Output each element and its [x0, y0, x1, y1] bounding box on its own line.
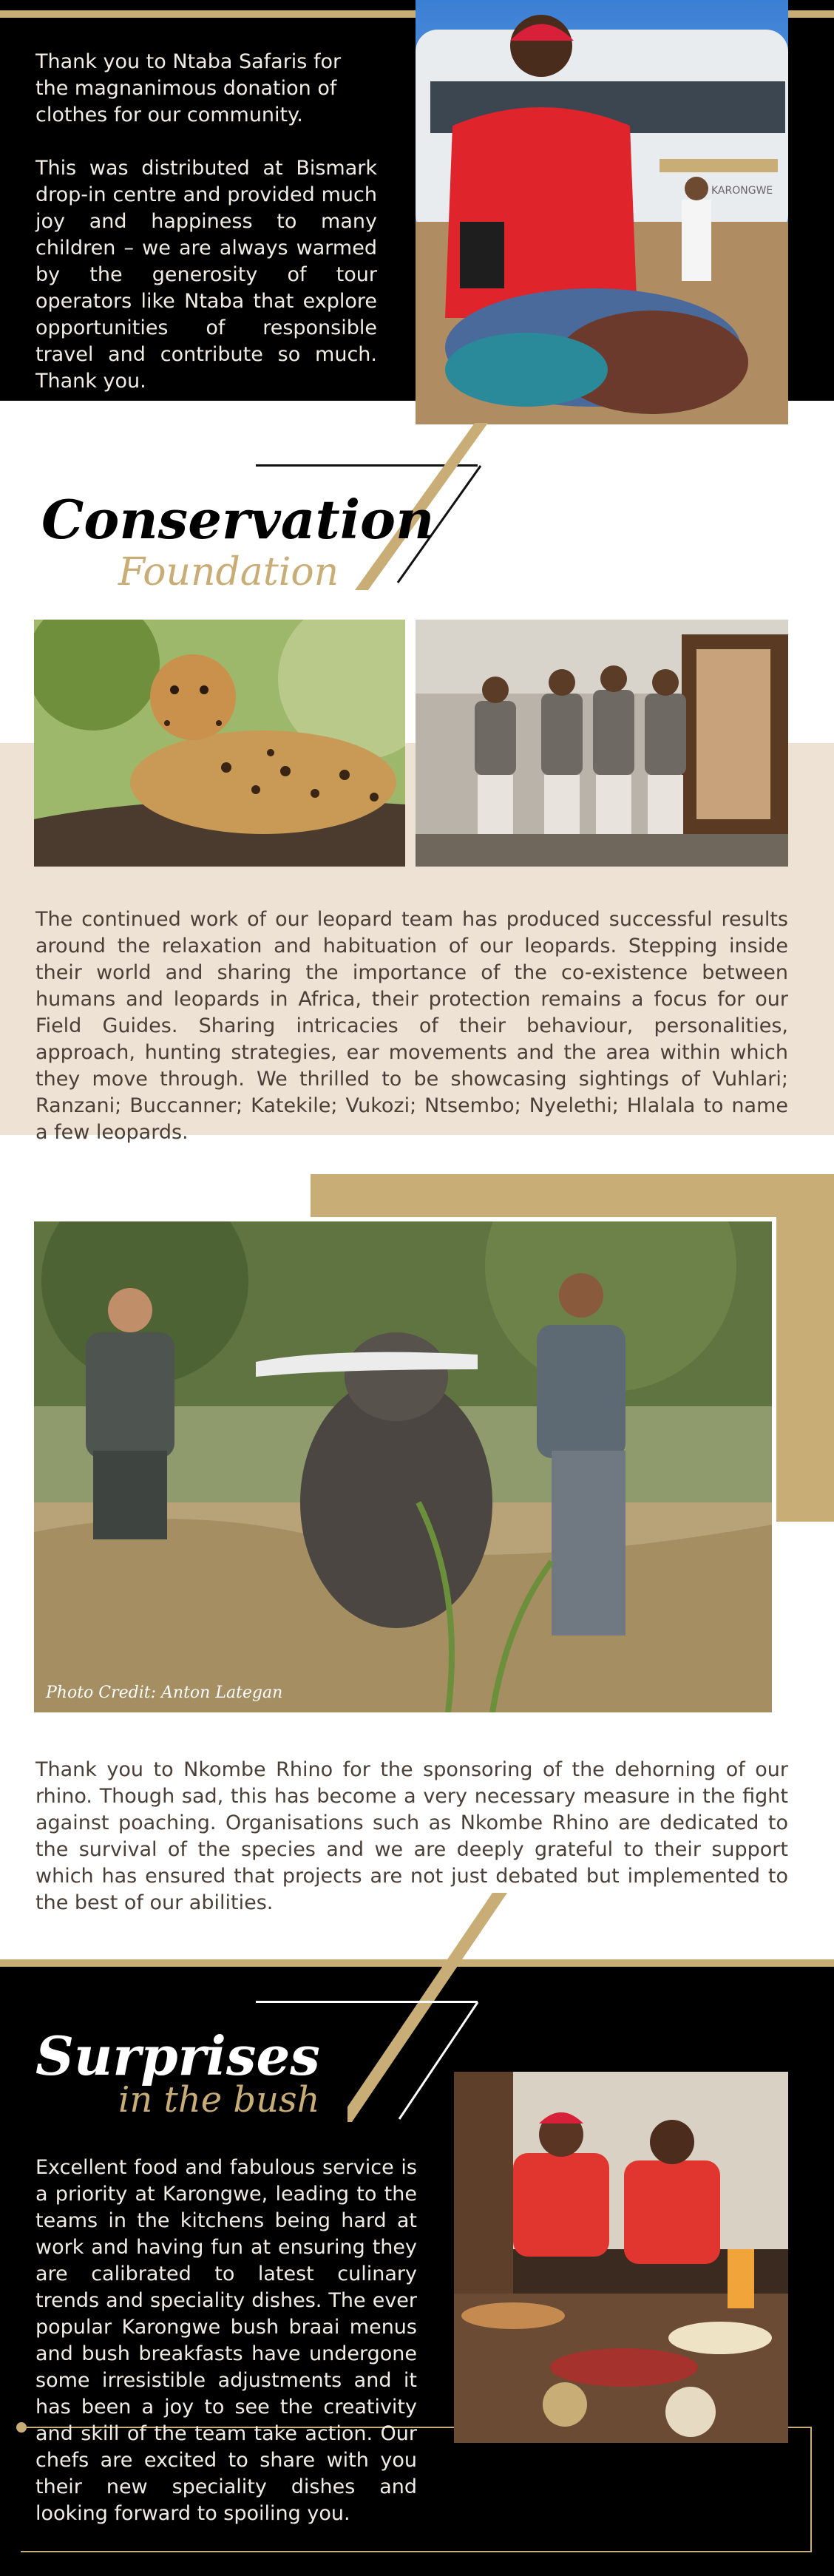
chefs-photo	[454, 2072, 788, 2443]
surprises-title: Surprises	[35, 2024, 320, 2087]
photo-credit: Photo Credit: Anton Lategan	[46, 1684, 283, 1702]
frame-dot	[16, 2422, 27, 2433]
bus-lettering: KARONGWE	[711, 185, 773, 197]
conservation-subtitle: Foundation	[118, 550, 339, 594]
surprises-header-rule	[256, 2001, 478, 2003]
donation-paragraph-1: Thank you to Ntaba Safaris for the magnanimous donation of clothes for our community.	[35, 50, 342, 126]
surprises-subtitle: in the bush	[118, 2079, 320, 2121]
leopard-photo	[34, 620, 405, 867]
donation-text	[35, 49, 377, 395]
conservation-title: Conservation	[41, 488, 435, 551]
donation-paragraph-2: This was distributed at Bismark drop-in centre and provided much joy and happiness to many children – we are always warmed by the generosity of tour operators like Ntaba that explore opportunities of responsible travel and contribute so much. Thank you.	[35, 157, 377, 393]
surprises-paragraph: Excellent food and fabulous service is a priority at Karongwe, leading to the teams in the kitchens being hard at work and having fun at ensuring they are calibrated to latest culinary trends and speciality dishes. The ever popular Karongwe bush braai menus and bush breakfasts have undergone some irresistible adjustments and it has been a joy to see the creativity and skill of the team take action. Our chefs are excited to share with you their new speciality dishes and looking forward to spoiling you.	[35, 2156, 417, 2525]
leopard-paragraph: The continued work of our leopard team has produced successful results around the relaxation and habituation of our leopards. Stepping inside their world and sharing the importance of the co-existence between humans and leopards in Africa, their protection remains a focus for our Field Guides. Sharing intricacies of their behaviour, personalities, approach, hunting strategies, ear movements and the area within which they move through. We thrilled to be showcasing sightings of Vuhlari; Ranzani; Buccanner; Katekile; Vukozi; Ntsembo; Nyelethi; Hlalala to name a few leopards.	[35, 908, 788, 1144]
field-guides-photo	[416, 620, 788, 867]
rhino-paragraph: Thank you to Nkombe Rhino for the sponsoring of the dehorning of our rhino. Though sad, this has become a very necessary measure in the fight against poaching. Organisations such as Nkombe Rhino are dedicated to the survival of the species and we are deeply grateful to their support which has ensured that projects are not just debated but implemented to the best of our abilities.	[35, 1758, 788, 1914]
donation-photo	[416, 0, 788, 424]
rhino-photo	[34, 1221, 772, 1712]
